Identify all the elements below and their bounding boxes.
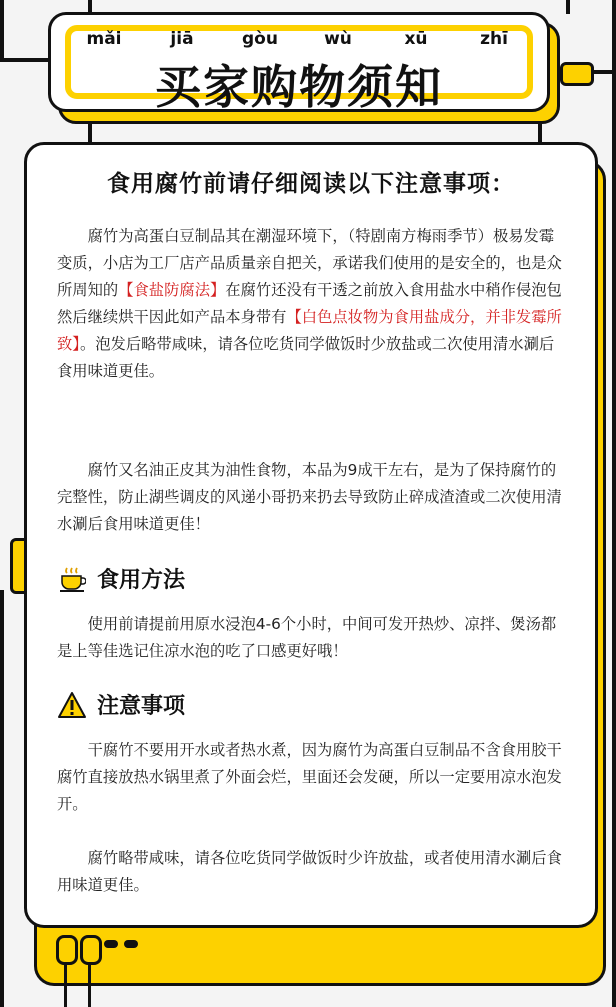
notice-card <box>24 142 598 928</box>
intro-text-a: 腐竹为高蛋白豆制品其在潮湿环境下，（特剧南方梅雨季节）极易发霉变质，小店为工厂店产品质量亲自把关，承诺我们使用的是安全的，也是众所周知的 <box>57 227 562 299</box>
left-vertical-line <box>0 590 4 1007</box>
usage-heading-row <box>57 563 185 594</box>
caution-text-2: 腐竹略带咸味，请各位吃货同学做饭时少许放盐，或者使用清水涮后食用味道更佳。 <box>57 849 562 894</box>
page-title: 买家购物须知 <box>155 60 443 114</box>
intro-highlight-1: 【食盐防腐法】 <box>118 281 226 299</box>
usage-text: 使用前请提前用原水浸泡4-6个小时，中间可发开热炒、凉拌、煲汤都是上等佳选记住凉水泡的吃了口感更好哦！ <box>57 615 557 660</box>
pinyin-4: wù <box>324 29 352 49</box>
right-rail <box>612 0 616 1007</box>
bottom-dot-1 <box>104 940 118 948</box>
bottom-dot-2 <box>124 940 138 948</box>
intro-text-b: 在腐竹还没有干透之前放入食用盐水中稍作侵泡包然后继续烘干因此如产品本身带有 <box>57 281 562 326</box>
paragraph-intro <box>57 223 569 385</box>
notice-title: 食用腐竹前请仔细阅读以下注意事项： <box>107 171 515 197</box>
intro-text-c: 。泡发后略带咸味，请各位吃货同学做饭时少放盐或二次使用清水涮后食用味道更佳。 <box>57 335 555 380</box>
header-banner <box>48 12 550 112</box>
usage-heading: 食用方法 <box>97 568 186 593</box>
right-connector-bar <box>560 62 594 86</box>
paragraph-oil: 腐竹又名油正皮其为油性食物，本品为9成干左右，是为了保持腐竹的完整性，防止湖些调皮的风递小哥扔来扔去导致防止碎成渣渣或二次使用清水涮后食用味道更佳！ <box>57 461 562 533</box>
pinyin-1: mǎi <box>86 29 122 49</box>
pinyin-6: zhī <box>480 29 508 49</box>
bottom-peg-1 <box>56 935 78 965</box>
pinyin-3: gòu <box>242 29 278 49</box>
left-rail-top <box>0 0 4 62</box>
bottom-peg-2 <box>80 935 102 965</box>
intro-highlight-2: 【白色点妆物为食用盐成分，并非发霉所致】 <box>57 308 562 353</box>
caution-text-1: 干腐竹不要用开水或者热水煮，因为腐竹为高蛋白豆制品不含食用胶干腐竹直接放热水锅里煮了外面会烂，里面还会发硬，所以一定要用凉水泡发开。 <box>57 741 562 813</box>
pinyin-row <box>51 29 547 49</box>
top-rail-right <box>566 0 570 14</box>
caution-heading-row <box>57 689 185 720</box>
peg-line-1 <box>64 962 67 1007</box>
pinyin-2: jiā <box>170 29 194 49</box>
caution-heading: 注意事项 <box>97 694 186 719</box>
warning-icon <box>57 690 87 720</box>
pinyin-5: xū <box>404 29 428 49</box>
left-rail-hook <box>0 58 50 62</box>
peg-line-2 <box>88 962 91 1007</box>
coffee-cup-icon <box>57 564 87 594</box>
